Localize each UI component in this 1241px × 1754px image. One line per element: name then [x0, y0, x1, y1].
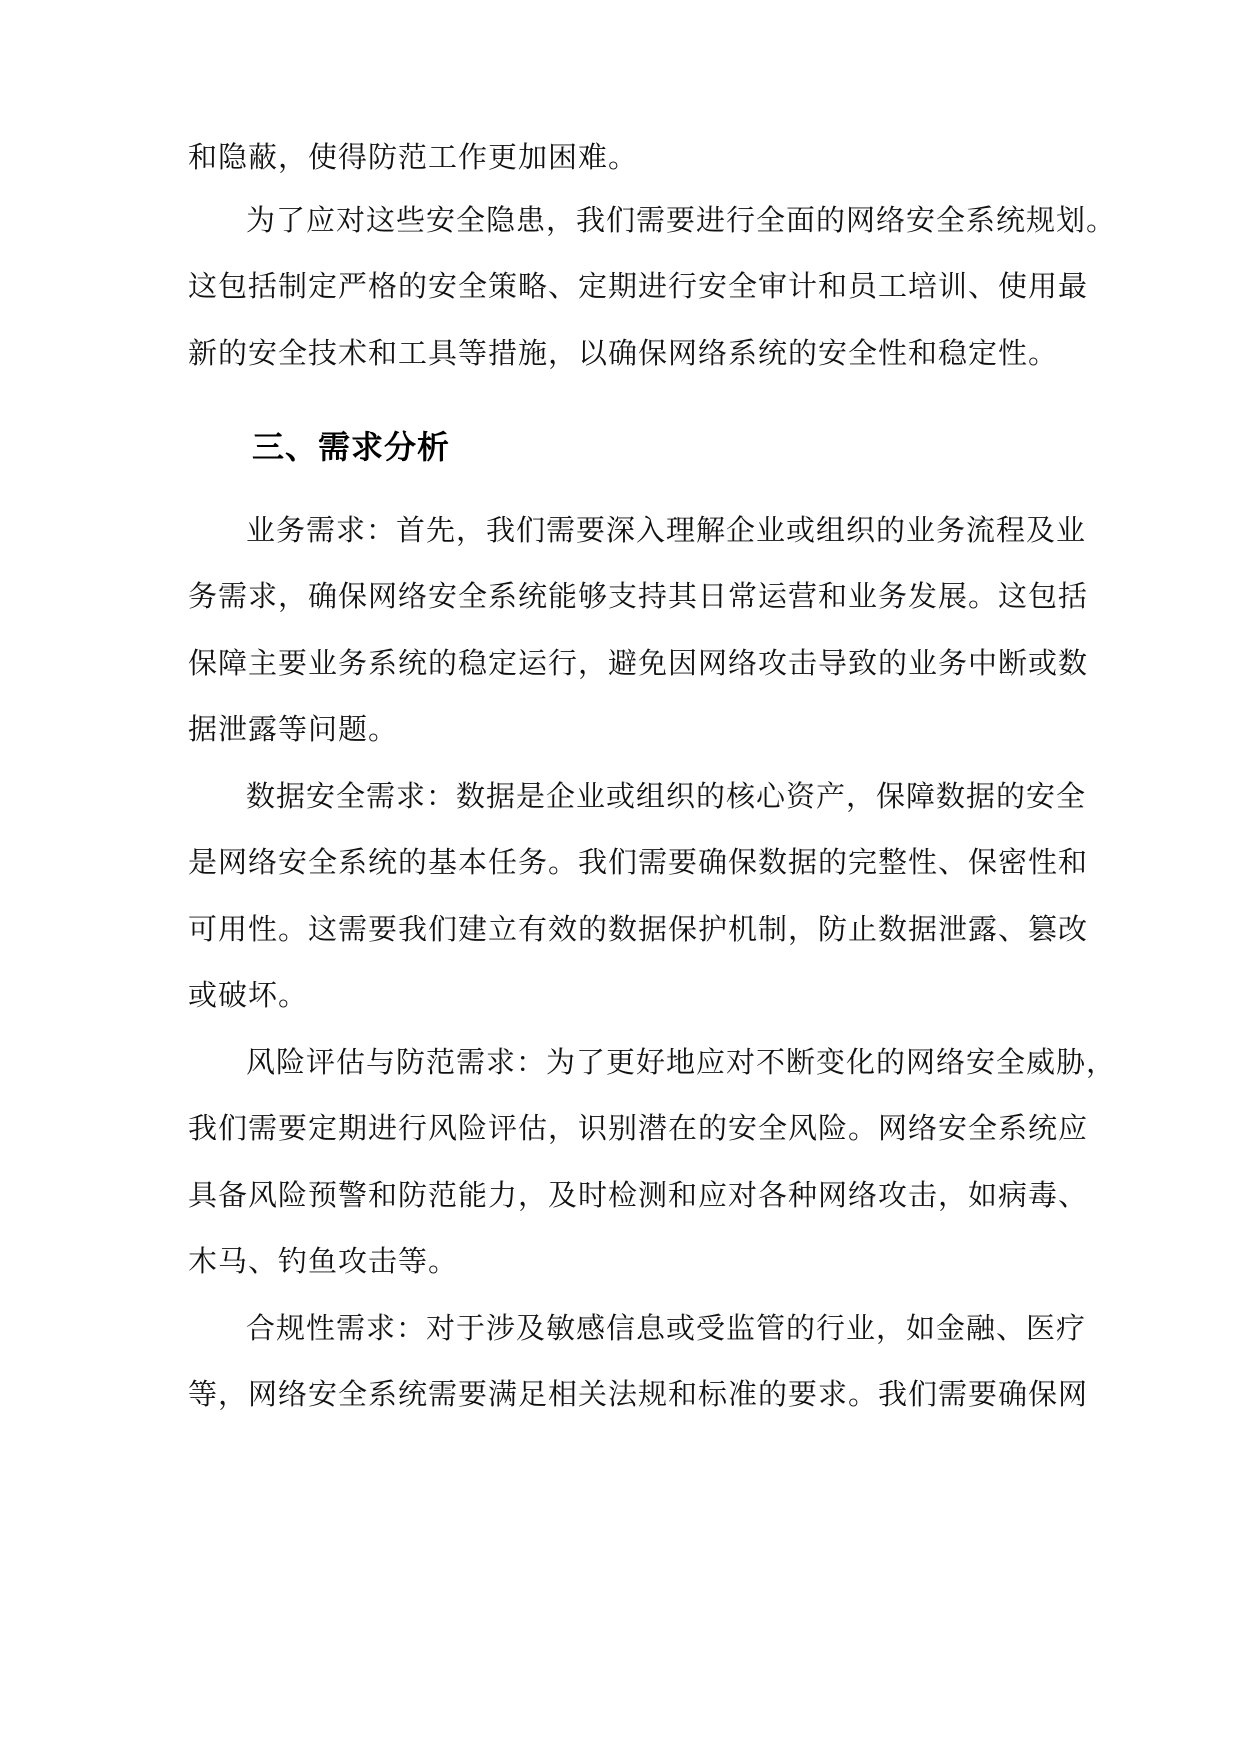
paragraph-line: 具备风险预警和防范能力，及时检测和应对各种网络攻击，如病毒、 [188, 1178, 1089, 1212]
paragraph-line: 保障主要业务系统的稳定运行，避免因网络攻击导致的业务中断或数 [188, 646, 1089, 680]
paragraph-line: 等，网络安全系统需要满足相关法规和标准的要求。我们需要确保网 [188, 1377, 1089, 1411]
section-heading: 三、需求分析 [252, 428, 451, 466]
paragraph-line: 可用性。这需要我们建立有效的数据保护机制，防止数据泄露、篡改 [188, 912, 1089, 946]
paragraph-line: 这包括制定严格的安全策略、定期进行安全审计和员工培训、使用最 [188, 269, 1089, 303]
paragraph-line: 据泄露等问题。 [188, 712, 399, 746]
paragraph-line: 业务需求：首先，我们需要深入理解企业或组织的业务流程及业 [246, 513, 1087, 547]
paragraph-line: 务需求，确保网络安全系统能够支持其日常运营和业务发展。这包括 [188, 579, 1089, 613]
paragraph-line: 为了应对这些安全隐患，我们需要进行全面的网络安全系统规划。 [246, 203, 1117, 237]
paragraph-line: 新的安全技术和工具等措施，以确保网络系统的安全性和稳定性。 [188, 336, 1059, 370]
paragraph-line: 数据安全需求：数据是企业或组织的核心资产，保障数据的安全 [246, 779, 1087, 813]
paragraph-line: 和隐蔽，使得防范工作更加困难。 [188, 140, 639, 174]
paragraph-line: 风险评估与防范需求：为了更好地应对不断变化的网络安全威胁， [246, 1045, 1117, 1079]
paragraph-line: 我们需要定期进行风险评估，识别潜在的安全风险。网络安全系统应 [188, 1111, 1089, 1145]
paragraph-line: 合规性需求：对于涉及敏感信息或受监管的行业，如金融、医疗 [246, 1311, 1087, 1345]
paragraph-line: 木马、钓鱼攻击等。 [188, 1244, 459, 1278]
paragraph-line: 是网络安全系统的基本任务。我们需要确保数据的完整性、保密性和 [188, 845, 1089, 879]
paragraph-line: 或破坏。 [188, 978, 309, 1012]
